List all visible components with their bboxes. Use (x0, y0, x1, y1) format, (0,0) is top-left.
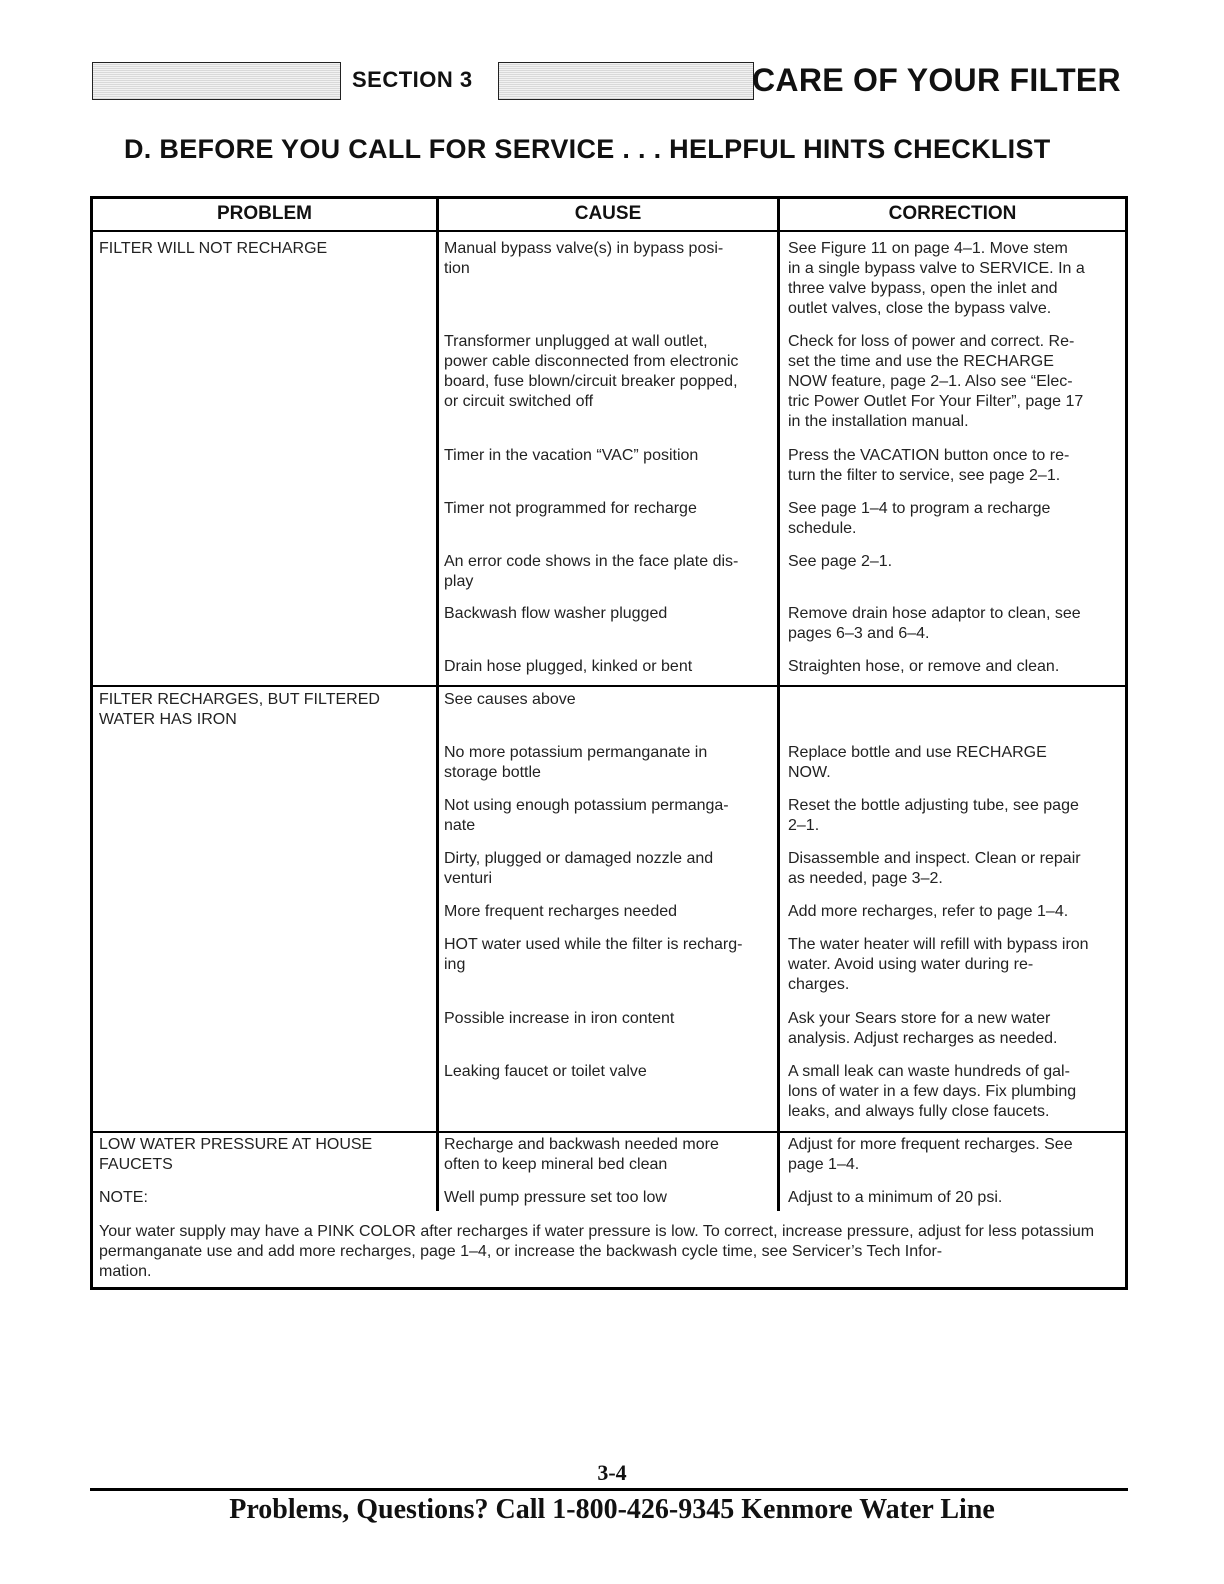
correction-cell: Straighten hose, or remove and clean. (788, 658, 1060, 675)
column-divider-2 (777, 196, 780, 1211)
cause-cell: Manual bypass valve(s) in bypass posi- tion (444, 240, 724, 277)
correction-cell: Adjust to a minimum of 20 psi. (788, 1189, 1003, 1206)
problem-cell: LOW WATER PRESSURE AT HOUSE FAUCETS (99, 1136, 373, 1173)
column-header-correction: CORRECTION (888, 203, 1017, 224)
cause-cell: Backwash flow washer plugged (444, 605, 668, 622)
cause-cell: Dirty, plugged or damaged nozzle and venturi (444, 850, 714, 887)
correction-cell: Add more recharges, refer to page 1–4. (788, 903, 1069, 920)
correction-cell: See page 1–4 to program a recharge schedule. (788, 500, 1051, 537)
cause-cell: Well pump pressure set too low (444, 1189, 667, 1206)
cause-cell: Possible increase in iron content (444, 1010, 675, 1027)
cause-cell: See causes above (444, 691, 576, 708)
problem-cell: FILTER WILL NOT RECHARGE (99, 240, 328, 257)
section-title: CARE OF YOUR FILTER (752, 62, 1121, 98)
correction-cell: Check for loss of power and correct. Re- set the time and use the RECHARGE NOW feature, page 2–1. Also see “Elec- tric Power Outlet For Your Filter”, page 17 in the installation manual. (788, 333, 1084, 430)
cause-cell: Timer not programmed for recharge (444, 500, 697, 517)
row-divider-2 (90, 1131, 1128, 1133)
correction-cell: Remove drain hose adaptor to clean, see pages 6–3 and 6–4. (788, 605, 1081, 642)
header-bar-left (92, 62, 341, 100)
correction-cell: See Figure 11 on page 4–1. Move stem in a single bypass valve to SERVICE. In a three valve bypass, open the inlet and outlet valves, close the bypass valve. (788, 240, 1085, 317)
footer-divider (90, 1488, 1128, 1491)
correction-cell: Ask your Sears store for a new water analysis. Adjust recharges as needed. (788, 1010, 1058, 1047)
cause-cell: An error code shows in the face plate dis- play (444, 553, 739, 590)
section-label: SECTION 3 (352, 67, 473, 92)
correction-cell: Reset the bottle adjusting tube, see page 2–1. (788, 797, 1079, 834)
cause-cell: HOT water used while the filter is recharg- ing (444, 936, 743, 973)
problem-cell: FILTER RECHARGES, BUT FILTERED WATER HAS IRON (99, 691, 380, 728)
cause-cell: No more potassium permanganate in storage bottle (444, 744, 708, 781)
page-number: 3-4 (597, 1460, 627, 1485)
note-text: Your water supply may have a PINK COLOR after recharges if water pressure is low. To correct, increase pressure, adjust for less potassium permanganate use and add more recharges, page 1–4, or increase the backwash cycle time, see Servicer’s Tech Infor- mation. (99, 1223, 1095, 1280)
cause-cell: Timer in the vacation “VAC” position (444, 447, 699, 464)
header-bar-middle (498, 62, 754, 100)
column-header-problem: PROBLEM (217, 203, 312, 224)
problem-cell: NOTE: (99, 1189, 148, 1206)
correction-cell: The water heater will refill with bypass iron water. Avoid using water during re- charges. (788, 936, 1089, 993)
correction-cell: See page 2–1. (788, 553, 893, 570)
correction-cell: Adjust for more frequent recharges. See page 1–4. (788, 1136, 1073, 1173)
correction-cell: Press the VACATION button once to re- turn the filter to service, see page 2–1. (788, 447, 1070, 484)
row-divider-1 (90, 685, 1128, 687)
page-title: D. BEFORE YOU CALL FOR SERVICE . . . HELPFUL HINTS CHECKLIST (124, 134, 1051, 164)
column-divider-1 (436, 196, 439, 1211)
correction-cell: A small leak can waste hundreds of gal- lons of water in a few days. Fix plumbing leaks, and always fully close faucets. (788, 1063, 1077, 1120)
column-header-cause: CAUSE (574, 203, 642, 224)
table-header-divider (90, 230, 1128, 232)
cause-cell: More frequent recharges needed (444, 903, 678, 920)
cause-cell: Drain hose plugged, kinked or bent (444, 658, 693, 675)
cause-cell: Not using enough potassium permanga- nate (444, 797, 729, 834)
cause-cell: Transformer unplugged at wall outlet, power cable disconnected from electronic board, fuse blown/circuit breaker popped, or circuit switched off (444, 333, 739, 410)
cause-cell: Recharge and backwash needed more often to keep mineral bed clean (444, 1136, 719, 1173)
footer-contact-line: Problems, Questions? Call 1-800-426-9345 Kenmore Water Line (229, 1494, 995, 1525)
cause-cell: Leaking faucet or toilet valve (444, 1063, 647, 1080)
correction-cell: Replace bottle and use RECHARGE NOW. (788, 744, 1047, 781)
correction-cell: Disassemble and inspect. Clean or repair as needed, page 3–2. (788, 850, 1081, 887)
